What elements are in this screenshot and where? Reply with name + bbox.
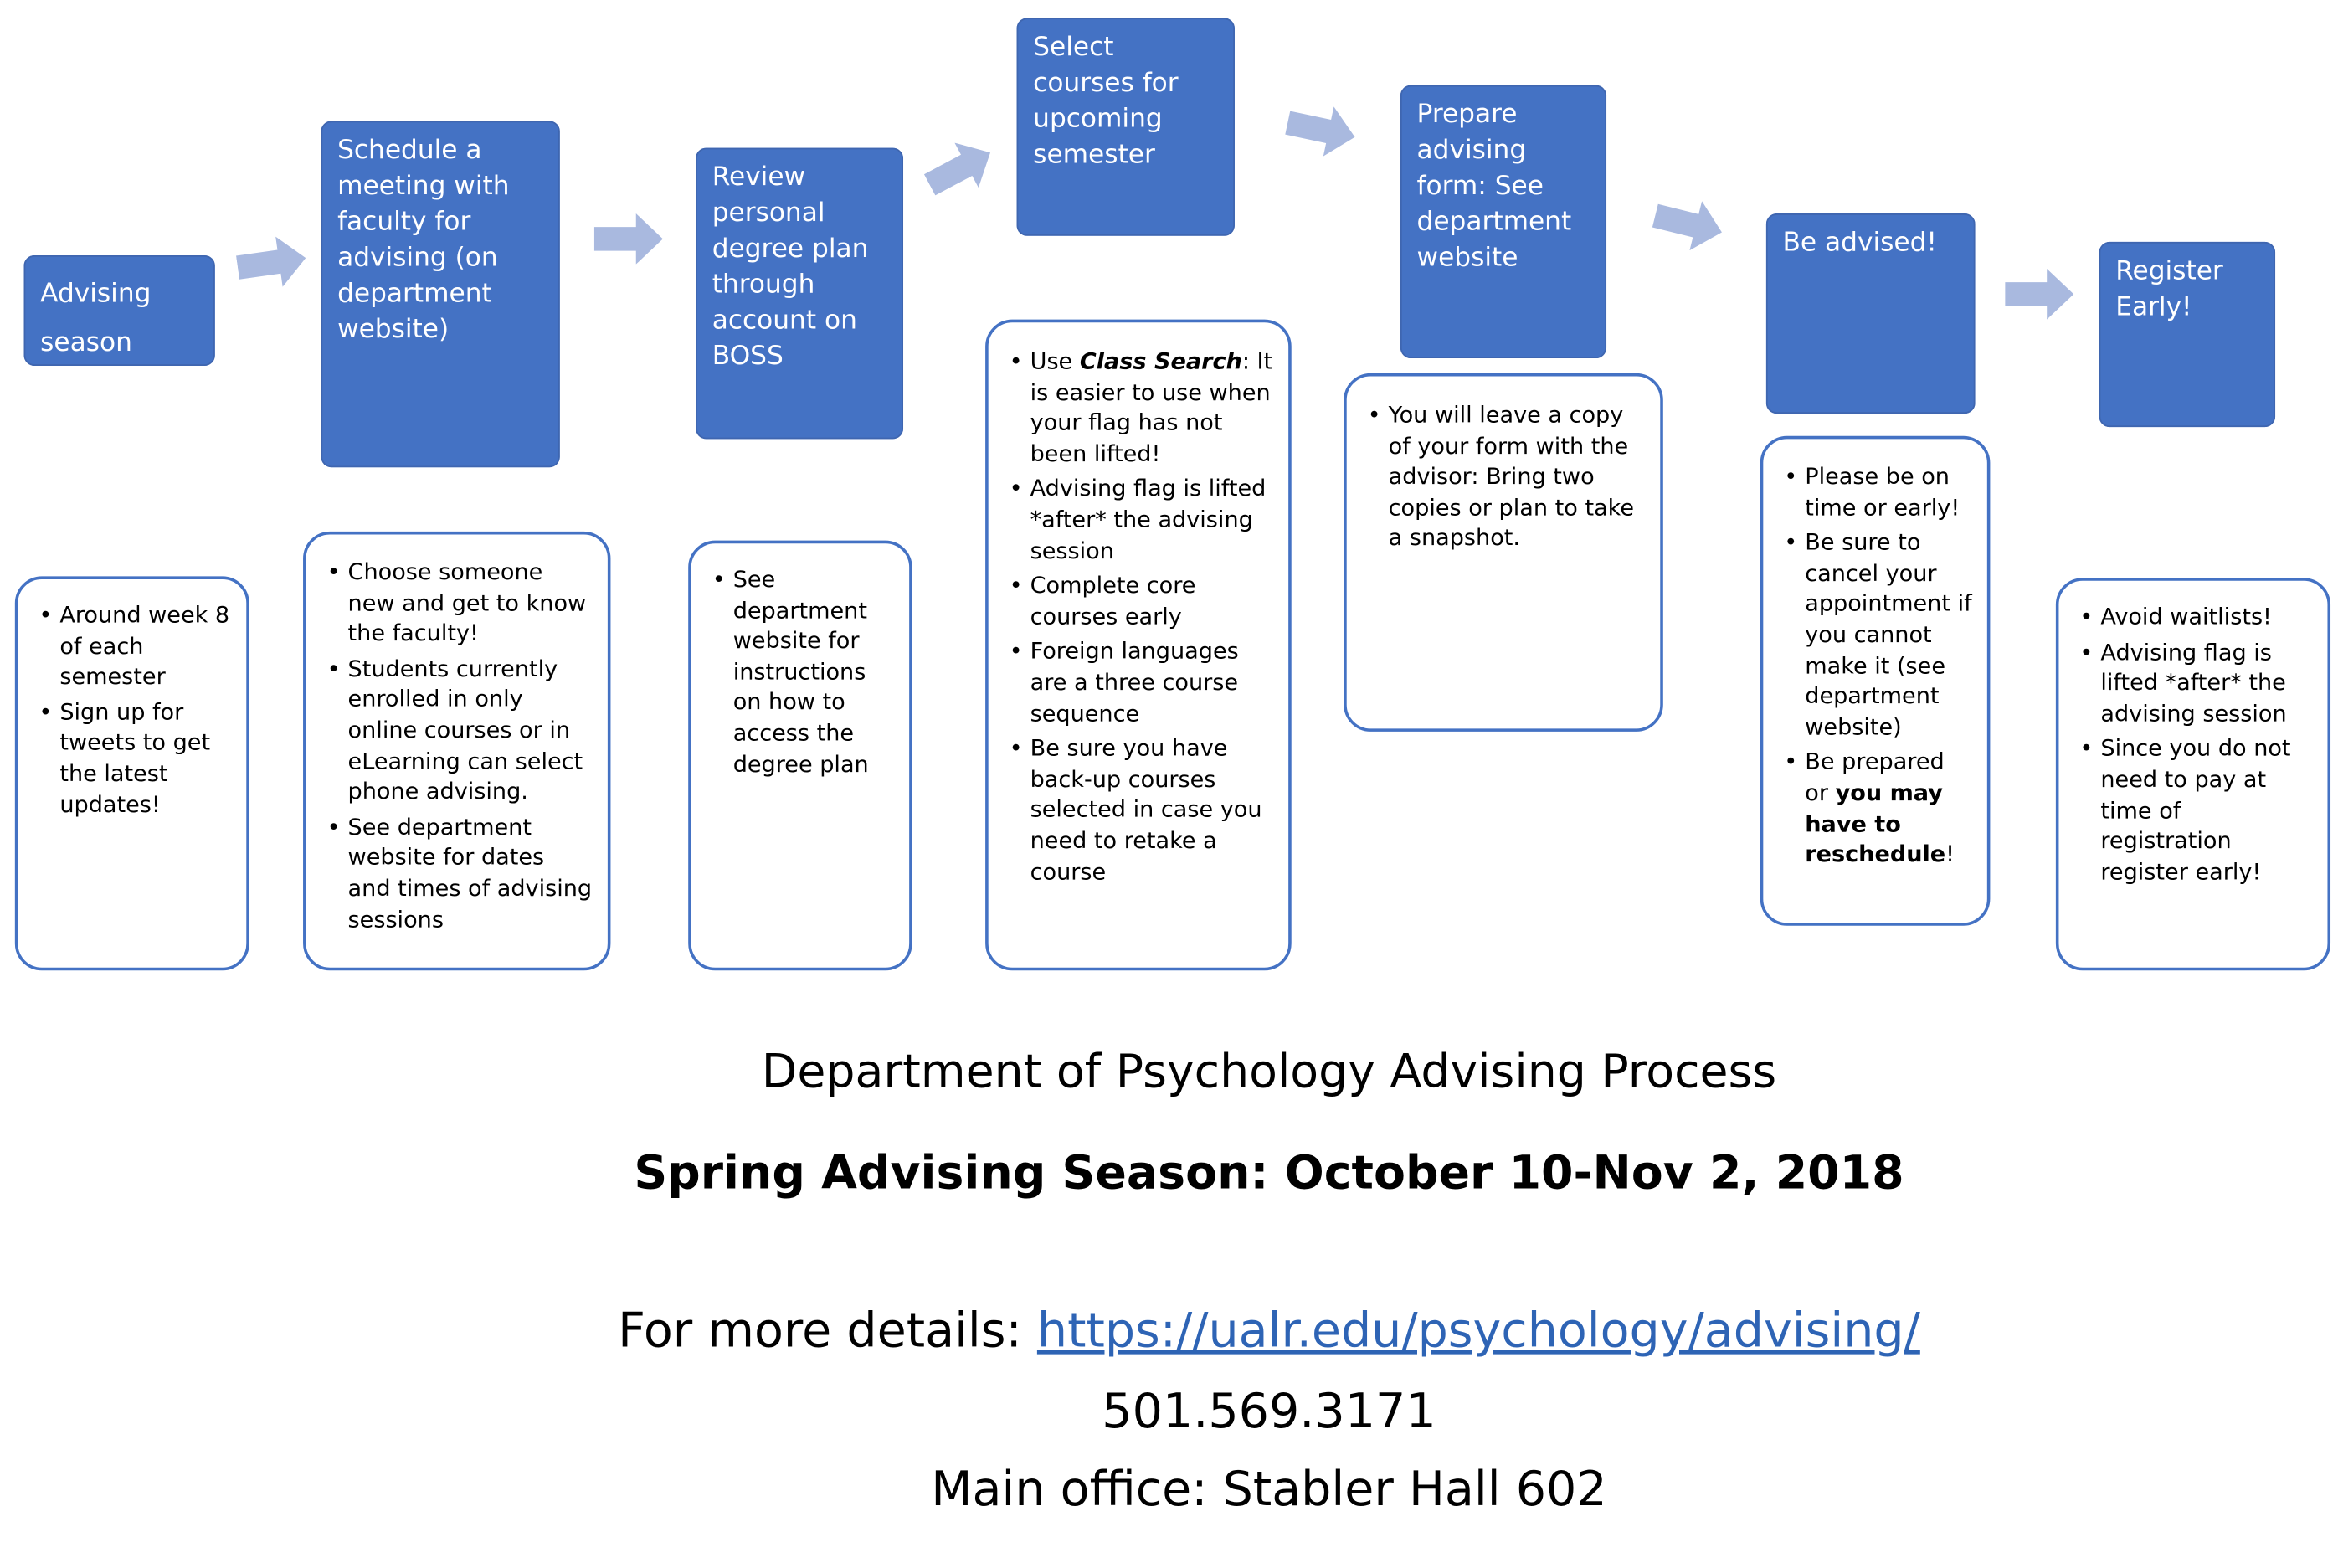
step-line: degree plan: [712, 234, 869, 265]
note-item: • Be sure you have back-up courses selected in case you need to retake a course: [1030, 733, 1274, 887]
right-arrow-icon: [917, 131, 1002, 208]
class-search-emphasis: Class Search: [1079, 347, 1242, 375]
note-item-suffix: !: [1945, 841, 1955, 868]
note-item: • You will leave a copy of your form with the advisor: Bring two copies or plan to take a snapshot.: [1389, 400, 1646, 554]
step-line: Schedule a: [337, 136, 482, 166]
right-arrow-icon: [1274, 96, 1369, 164]
step-line: department: [1416, 207, 1572, 238]
step-line: season: [40, 328, 132, 359]
step-line: Prepare: [1416, 100, 1518, 131]
note-item: • Be sure to cancel your appointment if you cannot make it (see department website): [1805, 527, 1972, 743]
note-item: [1805, 747, 1972, 870]
step-register-early: [2099, 242, 2275, 427]
step-line: Be advised!: [1782, 228, 1937, 259]
note-item: • Around week 8 of each semester: [59, 600, 231, 692]
step-line: form: See: [1416, 172, 1544, 202]
phone-number: 501.569.3171: [1102, 1382, 1436, 1440]
note-be-advised: [1760, 436, 1991, 926]
step-line: Register: [2115, 256, 2223, 287]
advising-season-dates: Spring Advising Season: October 10-Nov 2, 2018: [634, 1146, 1904, 1200]
note-register-early: [2056, 578, 2330, 970]
step-line: website): [337, 315, 450, 345]
note-item: • Advising flag is lifted *after* the advising session: [1030, 474, 1274, 566]
note-item: • Advising flag is lifted *after* the advising session: [2100, 637, 2312, 729]
main-office-location: Main office: Stabler Hall 602: [931, 1460, 1607, 1518]
step-line: upcoming: [1033, 104, 1163, 135]
note-list: [1778, 461, 1972, 870]
note-item: [1030, 347, 1274, 470]
note-advising-season: [15, 576, 249, 970]
step-line: faculty for: [337, 207, 471, 238]
step-line: BOSS: [712, 342, 784, 373]
step-schedule-meeting: [321, 121, 559, 467]
right-arrow-icon: [234, 233, 310, 292]
note-select-courses: [985, 320, 1292, 971]
note-list: [2073, 602, 2312, 887]
reschedule-emphasis: you may have to reschedule: [1805, 779, 1946, 868]
step-advising-season: [24, 255, 215, 366]
note-item: • Since you do not need to pay at time of registration register early!: [2100, 733, 2312, 887]
note-item: • Sign up for tweets to get the latest updates!: [59, 697, 231, 820]
details-label: For more details:: [618, 1302, 1037, 1359]
note-item: • Avoid waitlists!: [2100, 602, 2312, 633]
step-line: Select: [1033, 33, 1114, 63]
step-line: meeting with: [337, 172, 510, 202]
note-item-suffix: : It is easier to use when your flag has not been lifted!: [1030, 347, 1273, 467]
step-line: through: [712, 270, 815, 301]
step-line: Advising: [40, 279, 152, 310]
note-item-prefix: Be prepared or: [1805, 748, 1945, 806]
note-item: • Students currently enrolled in only online courses or in eLearning can select phone advising.: [348, 654, 593, 808]
note-review-degree-plan: [688, 541, 912, 971]
step-line: Review: [712, 162, 806, 193]
page-title: Department of Psychology Advising Process: [761, 1045, 1777, 1099]
advising-website-link[interactable]: https://ualr.edu/psychology/advising/: [1036, 1302, 1920, 1359]
step-line: Early!: [2115, 292, 2192, 323]
note-list: [1004, 347, 1274, 887]
step-line: personal: [712, 198, 825, 229]
note-list: [1362, 400, 1646, 554]
step-line: website: [1416, 243, 1518, 274]
note-item: • See department website for dates and times of advising sessions: [348, 812, 593, 935]
right-arrow-icon: [1641, 189, 1737, 260]
step-line: advising: [1416, 136, 1527, 166]
step-select-courses: [1017, 18, 1235, 235]
step-be-advised: [1766, 213, 1976, 414]
details-line: [0, 1302, 2338, 1359]
note-list: [321, 557, 593, 934]
step-line: courses for: [1033, 69, 1179, 99]
step-line: advising (on: [337, 243, 498, 274]
step-prepare-form: [1400, 85, 1606, 358]
note-list: [707, 564, 895, 779]
right-arrow-icon: [2005, 269, 2073, 320]
step-line: account on: [712, 306, 857, 337]
note-item-prefix: Use: [1030, 347, 1080, 375]
note-item: • Foreign languages are a three course sequence: [1030, 636, 1274, 728]
note-schedule-meeting: [303, 532, 610, 970]
note-item: • Complete core courses early: [1030, 571, 1274, 632]
right-arrow-icon: [594, 213, 663, 265]
note-item: • See department website for instructions on how to access the degree plan: [733, 564, 895, 779]
note-item: • Please be on time or early!: [1805, 461, 1972, 522]
step-line: department: [337, 279, 492, 310]
step-review-degree-plan: [696, 148, 903, 440]
step-line: semester: [1033, 140, 1155, 171]
note-item: • Choose someone new and get to know the faculty!: [348, 557, 593, 649]
note-list: [33, 600, 231, 820]
note-prepare-form: [1344, 373, 1663, 732]
